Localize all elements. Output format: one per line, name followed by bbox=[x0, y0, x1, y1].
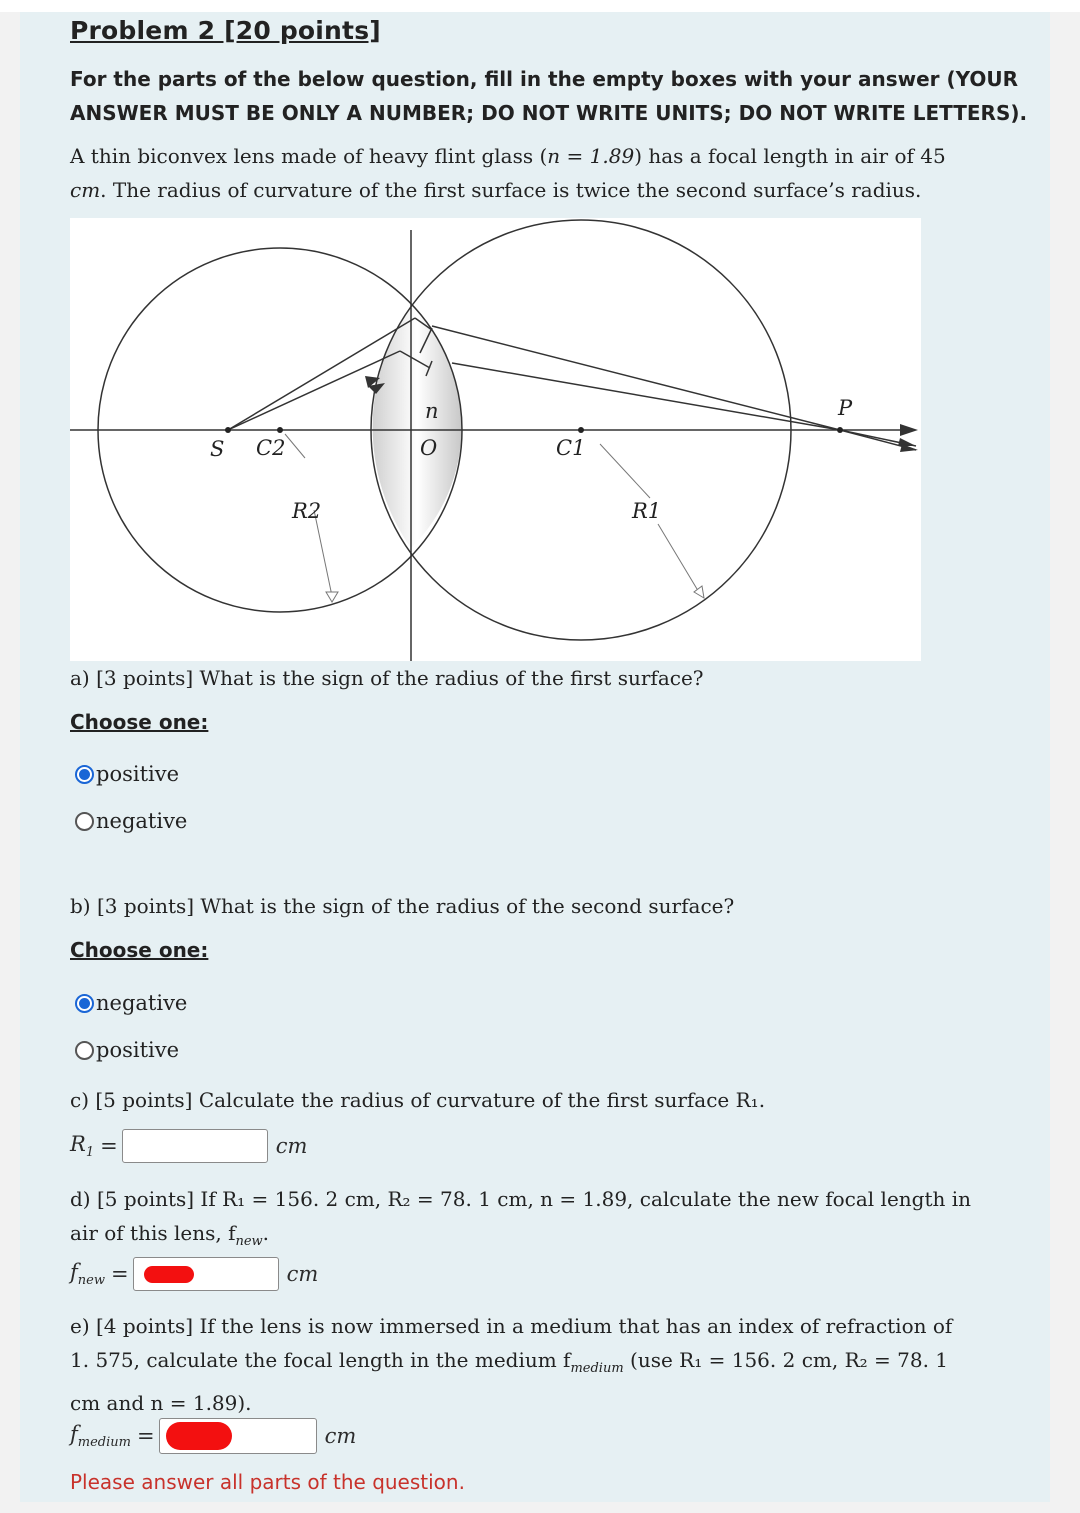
question-d-sub: new bbox=[235, 1234, 263, 1249]
lens-figure bbox=[70, 218, 921, 661]
ray-arrowhead-1 bbox=[898, 438, 916, 446]
answer-row-c bbox=[70, 1129, 307, 1163]
var-r1: $R_1$ bbox=[70, 1131, 95, 1161]
axis-arrowhead bbox=[900, 424, 918, 436]
statement-part2: ) has a focal length in air of bbox=[634, 144, 921, 168]
fmedium-answer-input[interactable] bbox=[159, 1418, 317, 1454]
fnew-answer-input[interactable] bbox=[133, 1257, 279, 1291]
radio-b-positive-label: positive bbox=[96, 1038, 180, 1062]
question-card bbox=[20, 12, 1050, 1502]
question-e-sub: medium bbox=[570, 1361, 624, 1376]
unit-e: cm bbox=[324, 1424, 357, 1448]
question-d-line1: d) [5 points] If R₁ = 156. 2 cm, R₂ = 78. 1 cm, n = 1.89, calculate the new focal length in bbox=[70, 1187, 972, 1211]
focal-value: 45 bbox=[920, 144, 946, 168]
problem-title: Problem 2 [20 points] bbox=[70, 16, 381, 45]
label-O: O bbox=[420, 436, 438, 460]
r1-answer-input[interactable] bbox=[122, 1129, 268, 1163]
answer-row-e bbox=[70, 1418, 356, 1454]
warning-message: Please answer all parts of the question. bbox=[70, 1470, 465, 1494]
radio-b-negative-label: negative bbox=[96, 991, 188, 1015]
question-b: b) [3 points] What is the sign of the radius of the second surface? bbox=[70, 894, 735, 918]
r2-pointer-head bbox=[326, 592, 338, 602]
question-e-line1: e) [4 points] If the lens is now immersed in a medium that has an index of refraction of bbox=[70, 1314, 953, 1338]
radio-a-positive[interactable] bbox=[75, 762, 179, 786]
label-C1: C1 bbox=[556, 436, 586, 460]
choose-one-b: Choose one: bbox=[70, 938, 209, 962]
r1-pointer bbox=[658, 524, 700, 594]
lens-diagram bbox=[70, 218, 921, 661]
label-S: S bbox=[210, 437, 225, 461]
radio-a-negative[interactable] bbox=[75, 809, 187, 833]
unit-c: cm bbox=[275, 1134, 308, 1158]
point-C1 bbox=[578, 427, 584, 433]
radio-b-positive[interactable] bbox=[75, 1038, 179, 1062]
index-expression: n = 1.89 bbox=[547, 144, 635, 168]
r1-pointer-head bbox=[694, 586, 704, 598]
ray-2-refracted bbox=[432, 326, 840, 430]
question-e bbox=[70, 1309, 1060, 1420]
radio-b-negative-control[interactable] bbox=[75, 994, 94, 1013]
radio-a-negative-control[interactable] bbox=[75, 812, 94, 831]
ray-1-refracted bbox=[452, 363, 840, 430]
var-fmedium: $f_{medium}$ bbox=[70, 1421, 131, 1451]
redaction-mark-e bbox=[166, 1422, 232, 1450]
question-e-line3: cm and n = 1.89). bbox=[70, 1391, 252, 1415]
unit-d: cm bbox=[286, 1262, 319, 1286]
question-d: d) [5 points] If R₁ = 156. 2 cm, R₂ = 78. 1 cm, n = 1.89, calculate the new focal length in air of this lens, $f_{new}$. bbox=[70, 1187, 972, 1249]
c1-pointer bbox=[600, 444, 650, 498]
label-R2: R2 bbox=[292, 499, 322, 523]
label-R1: R1 bbox=[632, 499, 662, 523]
radio-b-positive-control[interactable] bbox=[75, 1041, 94, 1060]
point-P bbox=[837, 427, 843, 433]
question-a: a) [3 points] What is the sign of the radius of the first surface? bbox=[70, 666, 704, 690]
radio-a-negative-label: negative bbox=[96, 809, 188, 833]
question-e-line2: 1. 575, calculate the focal length in the medium f bbox=[70, 1348, 571, 1372]
equals-sign-e: = bbox=[136, 1424, 155, 1448]
statement-part3: . The radius of curvature of the first surface is twice the second surface’s radius. bbox=[100, 178, 922, 202]
equals-sign-c: = bbox=[100, 1134, 118, 1158]
question-d-line2: air of this lens, f bbox=[70, 1221, 236, 1245]
redaction-mark-d bbox=[144, 1266, 194, 1283]
c2-pointer bbox=[285, 434, 305, 458]
instructions-text: For the parts of the below question, fill in the empty boxes with your answer (YOUR ANSWER MUST BE ONLY A NUMBER; DO NOT WRITE UNITS; DO NOT WRITE LETTERS). bbox=[70, 67, 1028, 125]
question-e-line2-end: (use R₁ = 156. 2 cm, R₂ = 78. 1 bbox=[623, 1348, 949, 1372]
statement-part1: A thin biconvex lens made of heavy flint glass ( bbox=[70, 144, 548, 168]
label-n: n bbox=[425, 399, 439, 423]
problem-statement bbox=[70, 139, 1050, 207]
radio-a-positive-label: positive bbox=[96, 762, 180, 786]
radio-a-positive-control[interactable] bbox=[75, 765, 94, 784]
var-fnew: $f_{new}$ bbox=[70, 1259, 105, 1289]
point-C2 bbox=[277, 427, 283, 433]
answer-row-d bbox=[70, 1257, 318, 1291]
radio-b-negative[interactable] bbox=[75, 991, 187, 1015]
label-C2: C2 bbox=[256, 436, 286, 460]
question-c: c) [5 points] Calculate the radius of curvature of the first surface R₁. bbox=[70, 1088, 766, 1112]
focal-unit: cm bbox=[70, 178, 101, 202]
lens-body bbox=[373, 306, 462, 548]
label-P: P bbox=[838, 396, 853, 420]
point-S bbox=[225, 427, 231, 433]
choose-one-a: Choose one: bbox=[70, 710, 209, 734]
top-edge bbox=[0, 0, 1080, 12]
equals-sign-d: = bbox=[110, 1262, 129, 1286]
